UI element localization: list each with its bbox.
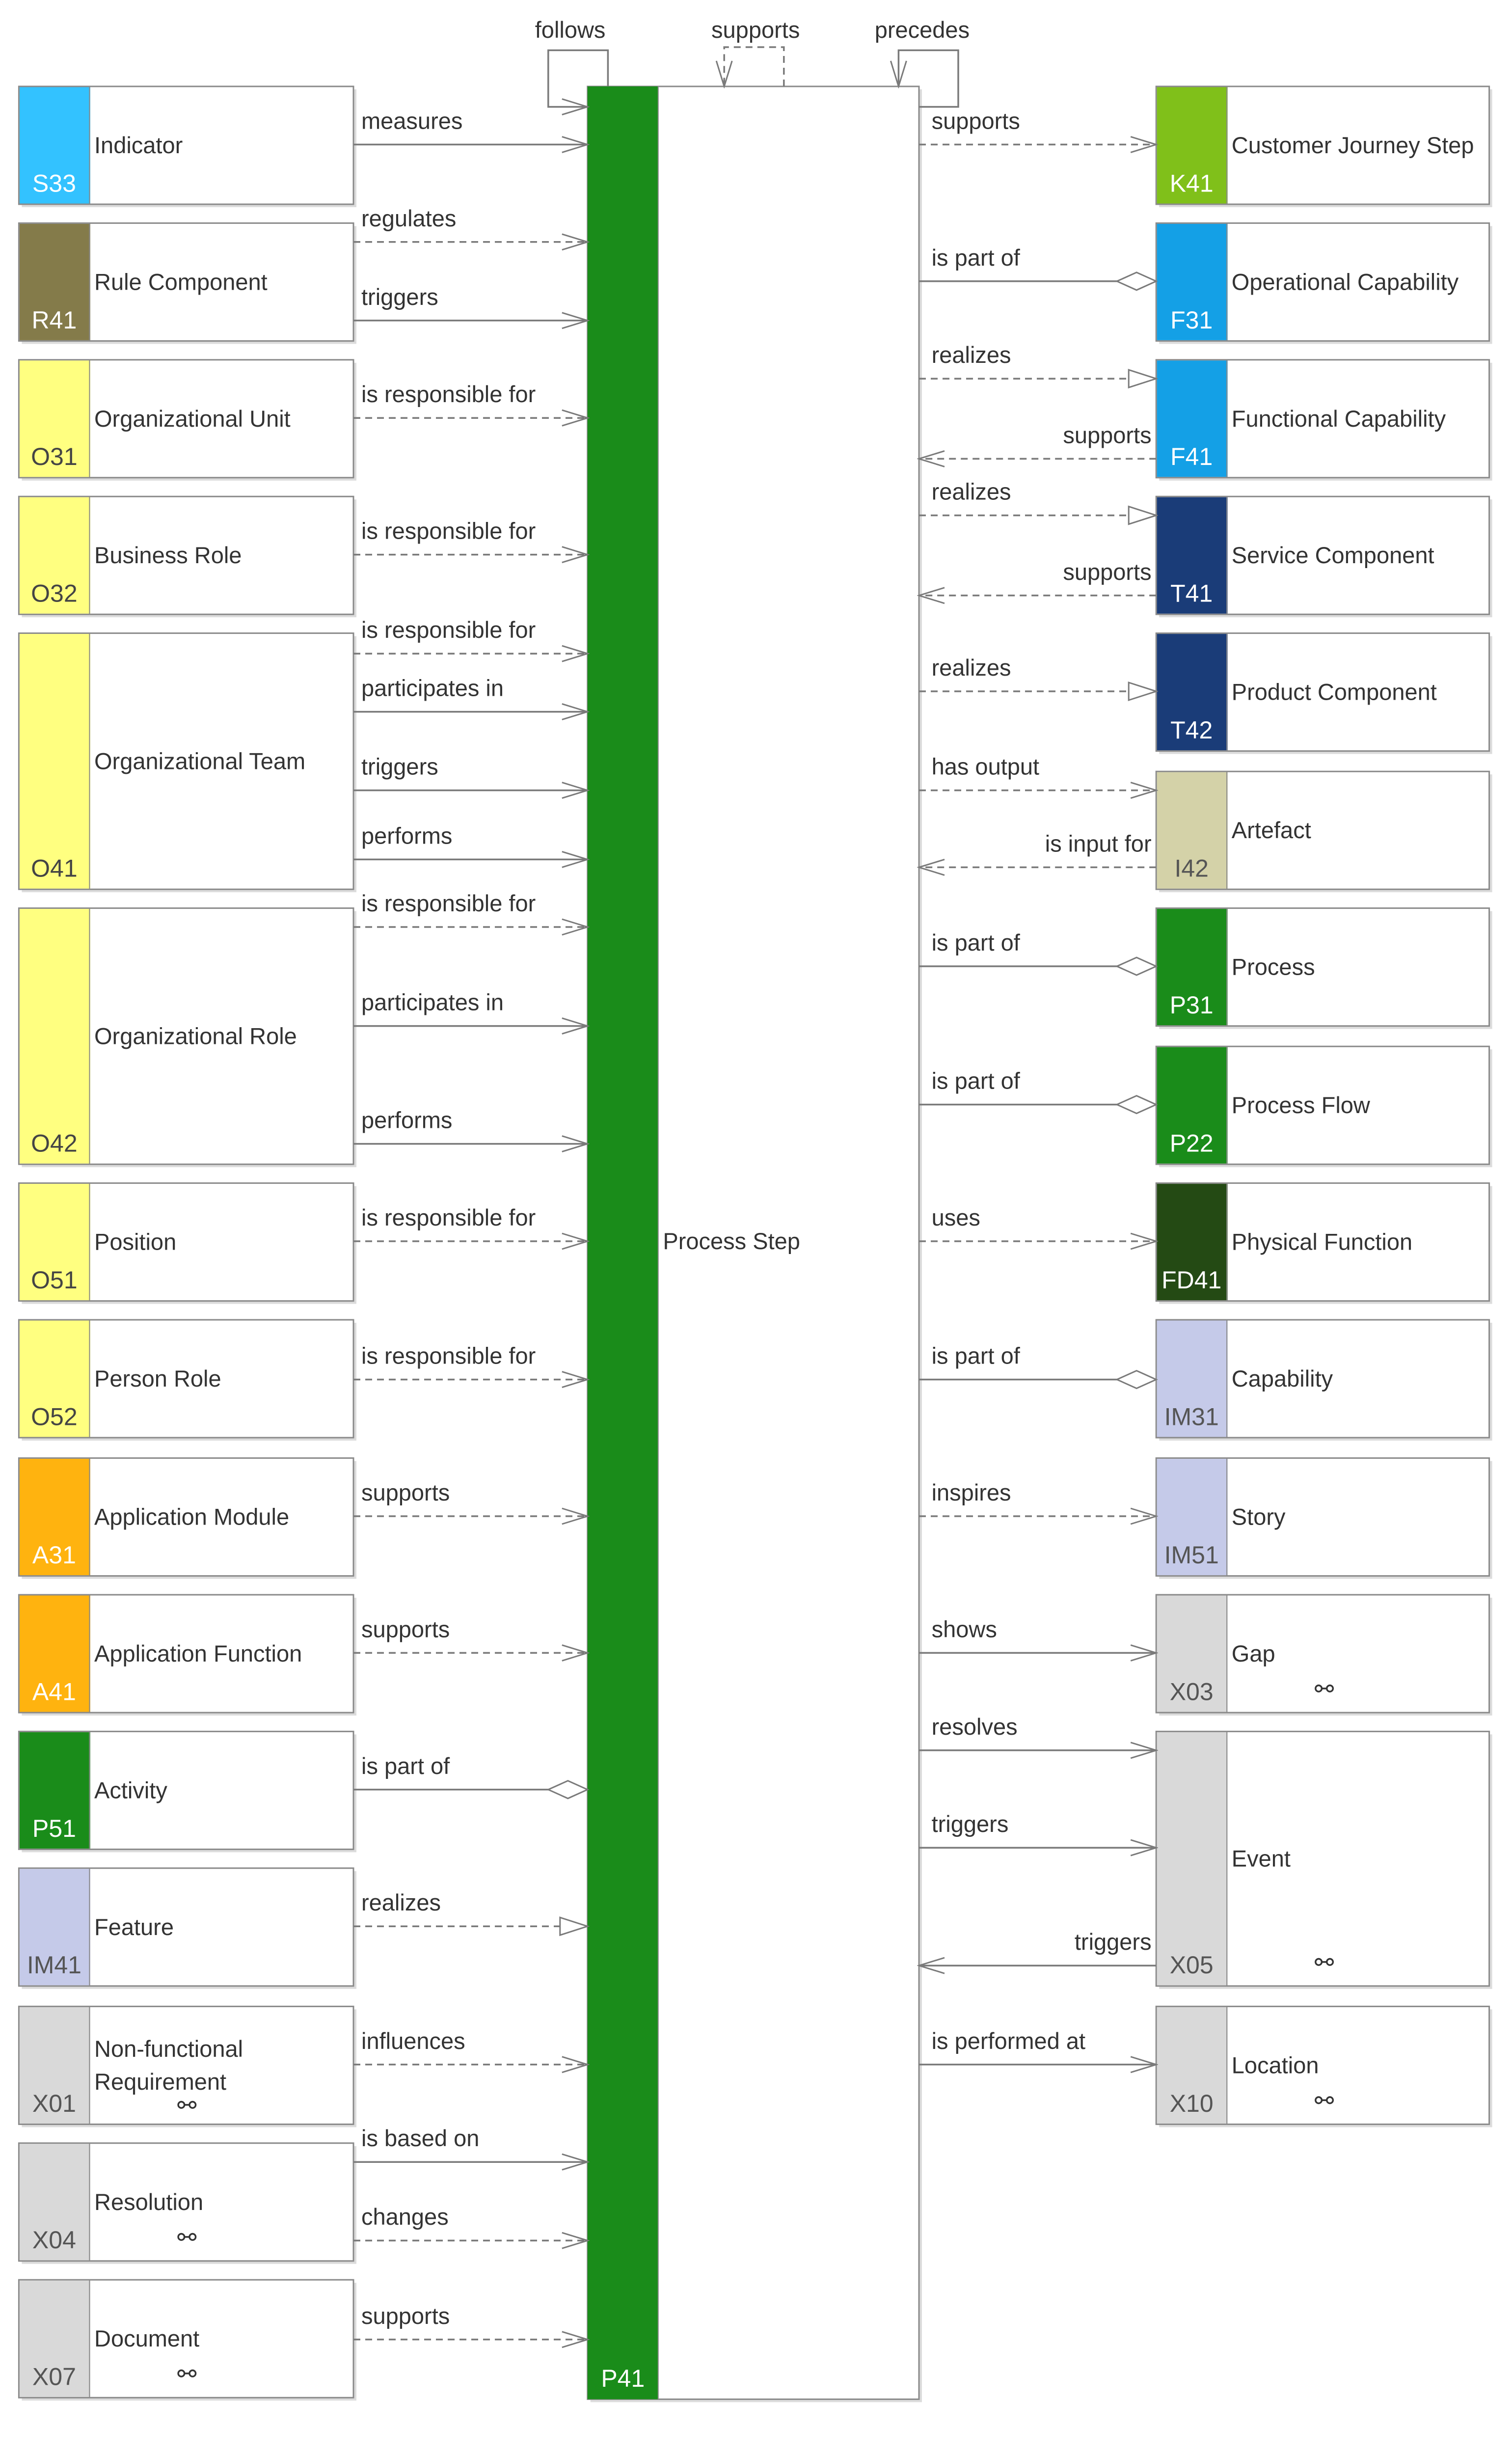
edge-label-is-part-of: is part of [931,244,1020,271]
node-application-module[interactable] [19,1458,353,1576]
node-activity[interactable] [19,1731,353,1849]
node-code-business-role: O32 [31,579,78,607]
edge-label-participates-in: participates in [361,989,504,1015]
node-title-event: Event [1231,1845,1291,1872]
node-process-flow[interactable] [1156,1046,1489,1164]
node-indicator[interactable] [19,86,353,204]
edge-label-supports: supports [361,1616,450,1642]
link-icon: ⚯ [177,2092,197,2118]
node-title-process-flow: Process Flow [1231,1092,1370,1118]
node-title-service-component: Service Component [1231,542,1434,569]
edge-label-shows: shows [931,1616,997,1642]
self-loop-label-supports: supports [711,16,800,43]
node-code-artefact: I42 [1174,854,1209,882]
link-icon: ⚯ [177,2224,197,2250]
node-organizational-unit[interactable] [19,360,353,478]
node-title-feature: Feature [94,1913,174,1940]
edge-label-is-responsible-for: is responsible for [361,518,536,544]
node-functional-capability[interactable] [1156,360,1489,478]
node-rule-component[interactable] [19,223,353,341]
edge-label-realizes: realizes [931,655,1011,681]
node-code-location: X10 [1169,2089,1214,2117]
process-step-title: Process Step [663,1228,800,1254]
node-title-document: Document [94,2325,200,2352]
node-title-functional-capability: Functional Capability [1231,405,1446,432]
node-title-organizational-unit: Organizational Unit [94,405,291,432]
edge-label-is-part-of: is part of [361,1752,450,1779]
node-code-indicator: S33 [32,169,76,197]
node-title-resolution: Resolution [94,2188,204,2215]
edge-label-is-responsible-for: is responsible for [361,617,536,643]
node-customer-journey-step[interactable] [1156,86,1489,204]
edge-label-supports: supports [931,108,1020,134]
node-code-process-flow: P22 [1169,1129,1214,1157]
node-code-product-component: T42 [1170,716,1213,744]
edge-label-changes: changes [361,2204,449,2230]
node-code-person-role: O52 [31,1403,78,1431]
node-code-application-function: A41 [32,1678,76,1706]
node-non-functional-requirement[interactable] [19,2006,353,2124]
node-organizational-role[interactable] [19,908,353,1165]
node-code-rule-component: R41 [31,306,77,334]
link-icon: ⚯ [1314,1676,1334,1702]
edge-label-is-responsible-for: is responsible for [361,1204,536,1230]
node-color-strip-event [1157,1732,1228,1985]
node-event[interactable] [1156,1731,1489,1986]
node-process[interactable] [1156,908,1489,1026]
link-icon: ⚯ [1314,2087,1334,2114]
edge-label-is-performed-at: is performed at [931,2027,1086,2054]
edge-label-is-input-for: is input for [1045,830,1152,857]
edge-label-is-part-of: is part of [931,1342,1020,1369]
edge-label-supports: supports [361,1479,450,1505]
node-code-application-module: A31 [32,1541,76,1569]
node-title-indicator: Indicator [94,132,183,158]
edge-label-triggers: triggers [931,1811,1009,1837]
node-code-organizational-role: O42 [31,1129,78,1157]
node-title-business-role: Business Role [94,542,242,569]
edge-label-resolves: resolves [931,1713,1018,1740]
node-title-person-role: Person Role [94,1365,221,1391]
node-code-feature: IM41 [27,1951,81,1979]
node-title-non-functional-requirement: Requirement [94,2069,227,2095]
edge-label-has-output: has output [931,753,1040,780]
edge-label-is-part-of: is part of [931,1067,1020,1094]
node-color-strip-organizational-team [20,634,90,889]
edge-label-triggers: triggers [361,753,438,780]
node-code-resolution: X04 [32,2226,76,2254]
node-position[interactable] [19,1183,353,1301]
edge-label-regulates: regulates [361,205,457,231]
node-title-location: Location [1231,2052,1319,2078]
node-person-role[interactable] [19,1320,353,1438]
node-resolution[interactable] [19,2143,353,2261]
node-physical-function[interactable] [1156,1183,1489,1301]
node-story[interactable] [1156,1458,1489,1576]
edge-label-influences: influences [361,2027,465,2054]
node-title-process: Process [1231,954,1315,980]
node-title-story: Story [1231,1503,1286,1530]
node-code-document: X07 [32,2363,76,2391]
edge-label-uses: uses [931,1204,980,1230]
node-business-role[interactable] [19,496,353,614]
node-operational-capability[interactable] [1156,223,1489,341]
process-step-color-strip [588,86,658,2399]
node-title-activity: Activity [94,1777,167,1803]
edge-label-is-responsible-for: is responsible for [361,890,536,916]
node-code-capability: IM31 [1164,1403,1219,1431]
edge-label-is-responsible-for: is responsible for [361,381,536,408]
node-title-position: Position [94,1228,177,1255]
node-location[interactable] [1156,2006,1489,2124]
edge-label-performs: performs [361,1107,453,1133]
node-artefact[interactable] [1156,771,1489,889]
node-code-customer-journey-step: K41 [1169,169,1214,197]
self-loop-supports[interactable] [724,47,784,86]
edge-label-triggers: triggers [361,283,438,310]
edge-label-measures: measures [361,108,463,134]
edge-label-supports: supports [1063,558,1152,585]
node-product-component[interactable] [1156,633,1489,751]
link-icon: ⚯ [177,2361,197,2387]
node-code-event: X05 [1169,1951,1214,1979]
edge-label-is-part-of: is part of [931,929,1020,955]
edge-label-triggers: triggers [1074,1929,1152,1955]
edge-label-participates-in: participates in [361,675,504,701]
node-title-application-function: Application Function [94,1640,302,1666]
node-title-physical-function: Physical Function [1231,1228,1413,1255]
edge-label-inspires: inspires [931,1479,1011,1505]
node-title-customer-journey-step: Customer Journey Step [1231,132,1474,158]
node-document[interactable] [19,2280,353,2398]
self-loop-label-precedes: precedes [874,16,970,43]
node-code-non-functional-requirement: X01 [32,2089,76,2117]
node-title-non-functional-requirement: Non-functional [94,2035,243,2062]
node-code-story: IM51 [1164,1541,1219,1569]
edge-label-realizes: realizes [361,1889,441,1916]
node-application-function[interactable] [19,1595,353,1713]
node-title-operational-capability: Operational Capability [1231,269,1459,295]
process-step-code: P41 [601,2364,645,2392]
node-code-gap: X03 [1169,1678,1214,1706]
node-title-gap: Gap [1231,1640,1275,1666]
node-feature[interactable] [19,1868,353,1986]
edge-label-supports: supports [1063,422,1152,448]
node-title-organizational-team: Organizational Team [94,748,306,774]
node-service-component[interactable] [1156,496,1489,614]
edge-label-is-responsible-for: is responsible for [361,1342,536,1369]
node-title-capability: Capability [1231,1365,1333,1391]
node-code-activity: P51 [32,1814,76,1842]
node-code-operational-capability: F31 [1170,306,1213,334]
node-code-physical-function: FD41 [1161,1266,1222,1294]
node-code-functional-capability: F41 [1170,443,1213,471]
edge-label-supports: supports [361,2302,450,2329]
node-organizational-team[interactable] [19,633,353,890]
node-title-application-module: Application Module [94,1503,290,1530]
link-icon: ⚯ [1314,1949,1334,1975]
node-gap[interactable] [1156,1595,1489,1713]
node-code-process: P31 [1169,991,1214,1019]
edge-label-performs: performs [361,822,453,849]
node-code-position: O51 [31,1266,78,1294]
node-code-organizational-unit: O31 [31,443,78,471]
node-title-artefact: Artefact [1231,817,1311,844]
node-capability[interactable] [1156,1320,1489,1438]
node-color-strip-organizational-role [20,909,90,1164]
self-loop-label-follows: follows [535,16,606,43]
node-code-organizational-team: O41 [31,854,78,882]
edge-label-realizes: realizes [931,342,1011,368]
node-title-organizational-role: Organizational Role [94,1023,297,1049]
node-title-rule-component: Rule Component [94,269,268,295]
edge-label-realizes: realizes [931,478,1011,505]
node-code-service-component: T41 [1170,579,1213,607]
node-title-product-component: Product Component [1231,679,1437,705]
edge-label-is-based-on: is based on [361,2125,480,2152]
